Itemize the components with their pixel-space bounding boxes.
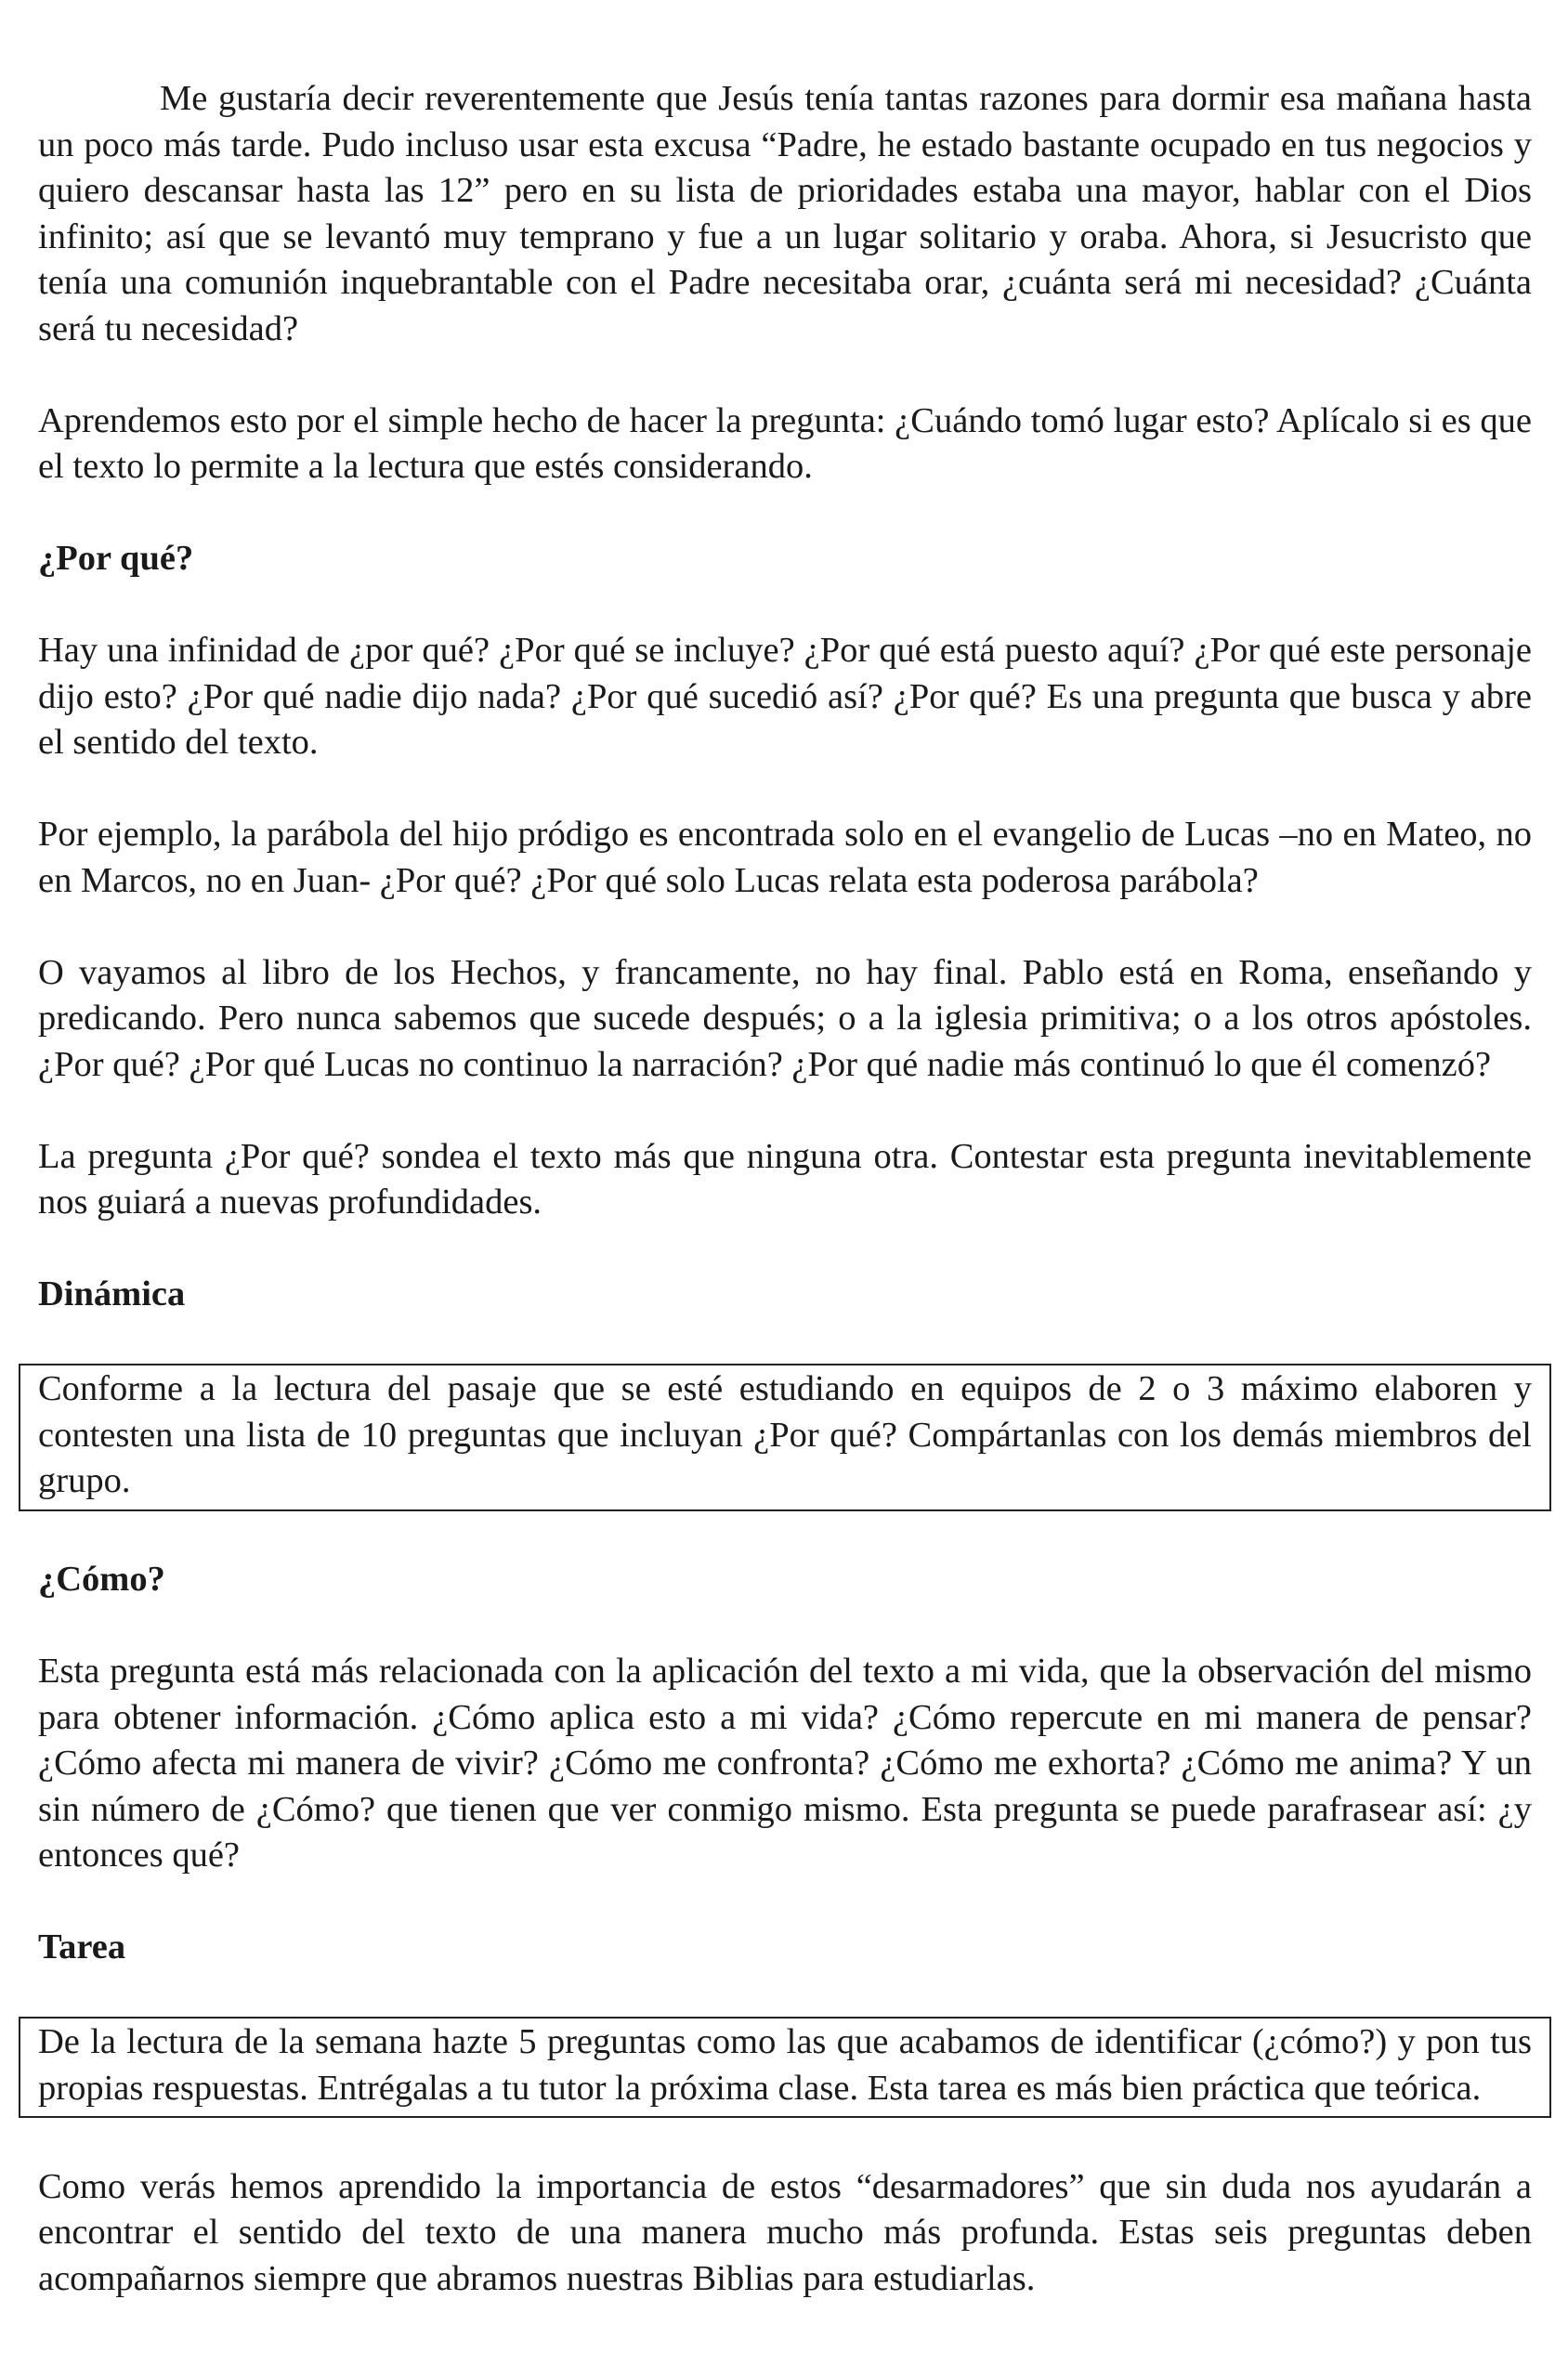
tarea-text: De la lectura de la semana hazte 5 preguntas como las que acabamos de identificar (¿cómo?) y pon tus propias respuestas. Entrégalas a tu tutor la próxima clase. Esta tarea es más bien práctica que teórica. — [38, 2022, 1532, 2108]
paragraph-jesus-prayer: Me gustaría decir reverentemente que Jesús tenía tantas razones para dormir esa mañana hasta un poco más tarde. Pudo incluso usar esta excusa “Padre, he estado bastante ocupado en tus negocios y quiero descansar hasta las 12” pero en su lista de prioridades estaba una mayor, hablar con el Dios infinito; así que se levantó muy temprano y fue a un lugar solitario y oraba. Ahora, si Jesucristo que tenía una comunión inquebrantable con el Padre necesitaba orar, ¿cuánta será mi necesidad? ¿Cuánta será tu necesidad? — [38, 79, 1532, 348]
document-page — [38, 76, 1532, 2348]
heading-como: ¿Cómo? — [38, 1560, 165, 1599]
heading-por-que: ¿Por qué? — [38, 539, 194, 578]
tarea-box — [19, 2017, 1551, 2118]
paragraph-hechos: O vayamos al libro de los Hechos, y francamente, no hay final. Pablo está en Roma, enseñando y predicando. Pero nunca sabemos que sucede después; o a la iglesia primitiva; o a los otros apóstoles. ¿Por qué? ¿Por qué Lucas no continuo la narración? ¿Por qué nadie más continuó lo que él comenzó? — [38, 952, 1532, 1084]
paragraph-por-que-intro: Hay una infinidad de ¿por qué? ¿Por qué se incluye? ¿Por qué está puesto aquí? ¿Por qué este personaje dijo esto? ¿Por qué nadie dijo nada? ¿Por qué sucedió así? ¿Por qué? Es una pregunta que busca y abre el sentido del texto. — [38, 631, 1532, 762]
dinamica-text: Conforme a la lectura del pasaje que se esté estudiando en equipos de 2 o 3 máximo elaboren y contesten una lista de 10 preguntas que incluyan ¿Por qué? Compártanlas con los demás miembros del grupo. — [38, 1369, 1532, 1500]
heading-dinamica: Dinámica — [38, 1274, 186, 1313]
paragraph-hijo-prodigo: Por ejemplo, la parábola del hijo pródigo es encontrada solo en el evangelio de Lucas –no en Mateo, no en Marcos, no en Juan- ¿Por qué? ¿Por qué solo Lucas relata esta poderosa parábola? — [38, 815, 1532, 900]
paragraph-conclusion: Como verás hemos aprendido la importancia de estos “desarmadores” que sin duda nos ayudarán a encontrar el sentido del texto de una manera mucho más profunda. Estas seis preguntas deben acompañarnos siempre que abramos nuestras Biblias para estudiarlas. — [38, 2166, 1532, 2298]
paragraph-por-que-sondea: La pregunta ¿Por qué? sondea el texto más que ninguna otra. Contestar esta pregunta inevitablemente nos guiará a nuevas profundidades. — [38, 1136, 1532, 1222]
dinamica-box — [19, 1364, 1551, 1511]
paragraph-como: Esta pregunta está más relacionada con la aplicación del texto a mi vida, que la observación del mismo para obtener información. ¿Cómo aplica esto a mi vida? ¿Cómo repercute en mi manera de pensar? ¿Cómo afecta mi manera de vivir? ¿Cómo me confronta? ¿Cómo me exhorta? ¿Cómo me anima? Y un sin número de ¿Cómo? que tienen que ver conmigo mismo. Esta pregunta se puede parafrasear así: ¿y entonces qué? — [38, 1652, 1532, 1875]
paragraph-cuando: Aprendemos esto por el simple hecho de hacer la pregunta: ¿Cuándo tomó lugar esto? Aplícalo si es que el texto lo permite a la lectura que estés considerando. — [38, 400, 1532, 486]
heading-tarea: Tarea — [38, 1927, 126, 1966]
